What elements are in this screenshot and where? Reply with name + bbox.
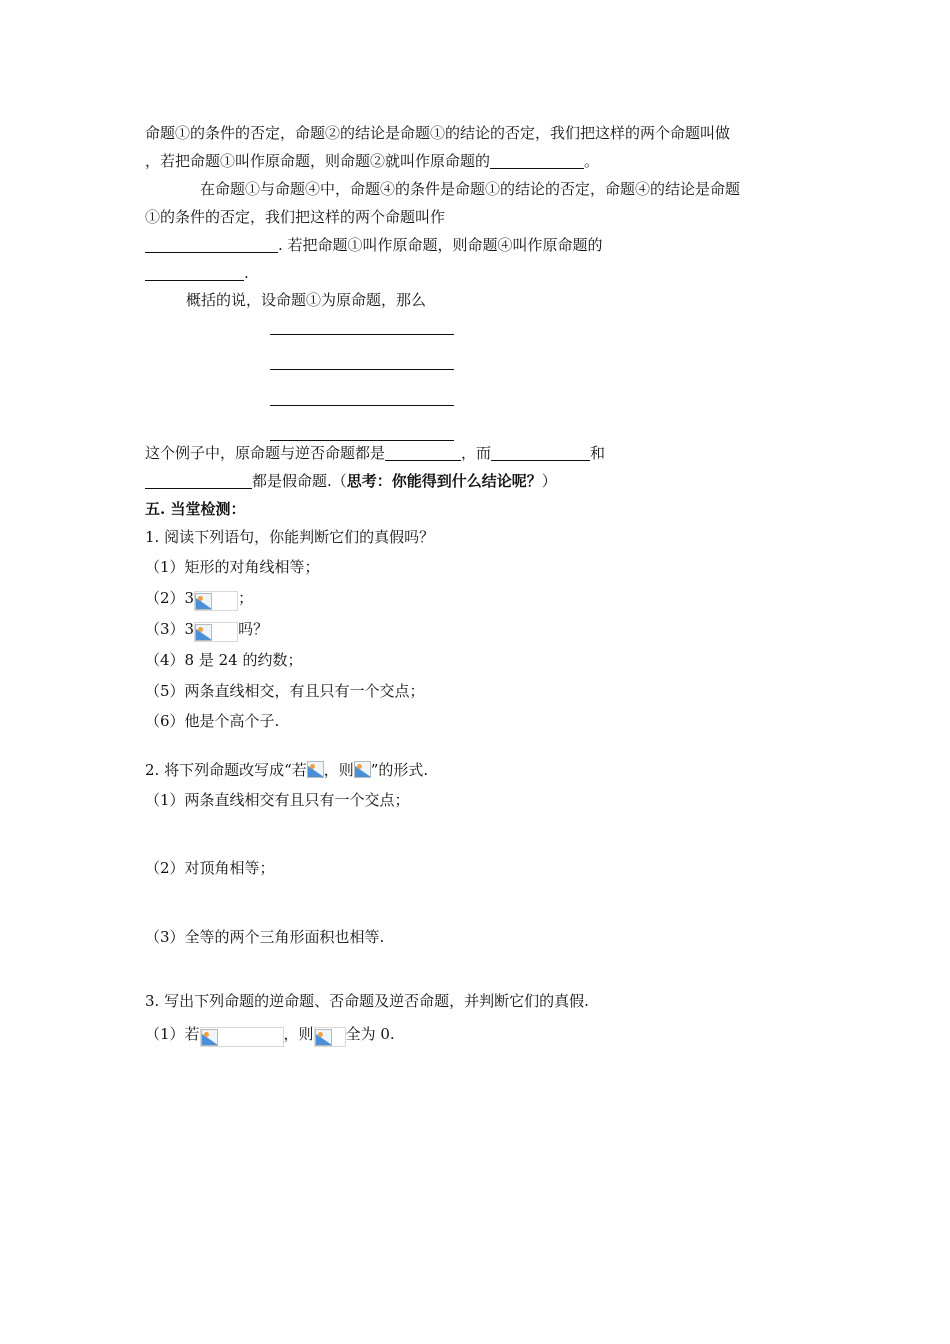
q2-stem: 2. 将下列命题改写成“若 ，则 ”的形式. xyxy=(145,761,429,779)
q1-item-1: （1）矩形的对角线相等； xyxy=(145,558,320,576)
intro-line-7: 概括的说，设命题①为原命题，那么 xyxy=(186,291,427,309)
broken-image-icon xyxy=(315,1029,332,1046)
formula-image xyxy=(200,1027,284,1047)
q2-item-2: （2）对顶角相等； xyxy=(145,859,275,877)
answer-rule xyxy=(270,440,454,441)
fill-blank xyxy=(145,472,252,489)
intro-line-8: 这个例子中，原命题与逆否命题都是 ，而 和 xyxy=(145,444,606,462)
intro-line-3: 在命题①与命题④中，命题④的条件是命题①的结论的否定，命题④的结论是命题 xyxy=(200,180,741,198)
intro-line-2: ，若把命题①叫作原命题，则命题②就叫作原命题的 。 xyxy=(145,152,600,170)
section-title: 五. 当堂检测： xyxy=(145,500,246,518)
fill-blank xyxy=(385,444,461,461)
q1-stem: 1. 阅读下列语句，你能判断它们的真假吗？ xyxy=(145,528,435,546)
formula-image xyxy=(194,622,238,642)
broken-image-icon xyxy=(307,761,324,778)
q1-item-6: （6）他是个高个子. xyxy=(145,712,280,730)
fill-blank xyxy=(145,236,278,253)
intro-line-5: . 若把命题①叫作原命题，则命题④叫作原命题的 xyxy=(145,235,603,255)
formula-image xyxy=(314,1027,346,1047)
broken-image-icon xyxy=(195,593,212,610)
q2-item-1: （1）两条直线相交有且只有一个交点； xyxy=(145,791,410,809)
fill-blank xyxy=(491,444,590,461)
broken-image-icon xyxy=(195,624,212,641)
formula-image xyxy=(194,591,238,611)
answer-rule xyxy=(270,405,454,406)
q2-item-3: （3）全等的两个三角形面积也相等. xyxy=(145,928,385,946)
intro-line-1: 命题①的条件的否定，命题②的结论是命题①的结论的否定，我们把这样的两个命题叫做 xyxy=(145,124,731,142)
q3-stem: 3. 写出下列命题的逆命题、否命题及逆否命题，并判断它们的真假. xyxy=(145,992,589,1010)
fill-blank xyxy=(145,264,244,281)
q1-item-4: （4）8 是 24 的约数； xyxy=(145,651,303,669)
q3-item-1: （1）若 ，则 全为 0. xyxy=(145,1024,395,1047)
fill-blank xyxy=(490,152,584,169)
answer-rule xyxy=(270,369,454,370)
broken-image-icon xyxy=(354,761,371,778)
answer-rule xyxy=(270,334,454,335)
q1-item-5: （5）两条直线相交，有且只有一个交点； xyxy=(145,682,425,700)
q1-item-2: （2）3 ； xyxy=(145,588,253,611)
intro-line-9: 都是假命题.（思考：你能得到什么结论呢？） xyxy=(145,471,557,491)
intro-line-4: ①的条件的否定，我们把这样的两个命题叫作 xyxy=(145,208,446,226)
broken-image-icon xyxy=(201,1029,218,1046)
intro-line-6: . xyxy=(145,263,249,283)
q1-item-3: （3）3 吗？ xyxy=(145,619,268,642)
